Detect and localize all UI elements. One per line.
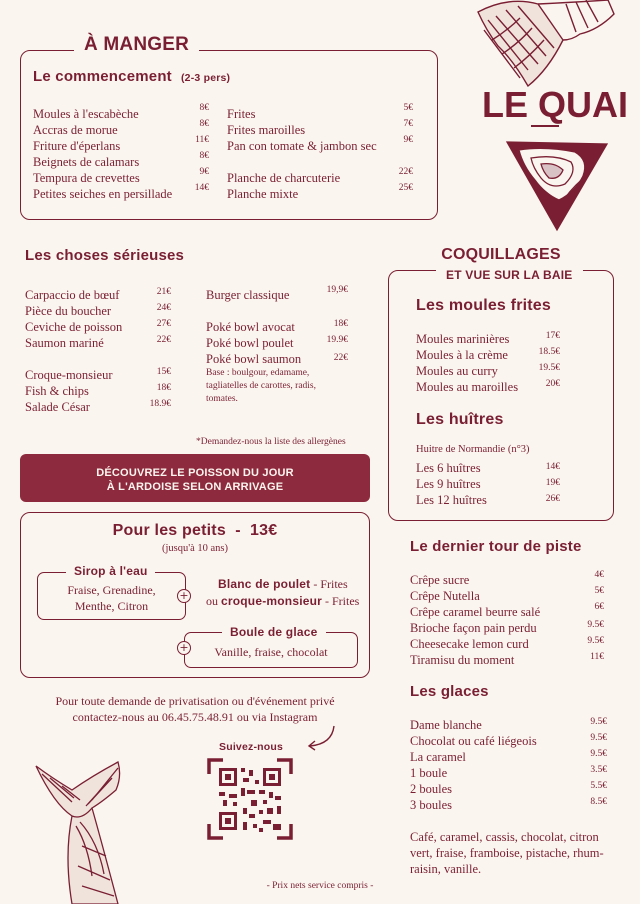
petits-age: (jusqu'à 10 ans)	[161, 543, 229, 554]
plat-a-side: - Frites	[310, 577, 348, 591]
list-item: La caramel 9.5€	[410, 749, 607, 764]
allergen-note: *Demandez-nous la liste des allergènes	[196, 437, 346, 447]
serieuses-title: Les choses sérieuses	[25, 247, 185, 264]
list-item: Moules au maroilles 20€	[416, 379, 560, 394]
plat-b: croque-monsieur	[221, 594, 323, 608]
commencement-title: Le commencement	[33, 68, 172, 85]
serieuses-col2a	[206, 284, 348, 300]
plat-b-side: - Frites	[322, 594, 360, 608]
glaces-title: Les glaces	[410, 683, 489, 700]
manger-col2b	[227, 167, 413, 199]
list-item: 3 boules 8.5€	[410, 797, 607, 812]
glace-title: Boule de glace	[222, 625, 326, 639]
manger-col2	[227, 103, 413, 151]
list-item: Dame blanche 9.5€	[410, 717, 607, 732]
glaces-flavors	[410, 829, 604, 877]
plat-a: Blanc de poulet	[218, 577, 311, 591]
list-item: Petites seiches en persillade 14€	[33, 183, 209, 201]
coquillages-title: COQUILLAGES	[441, 246, 561, 263]
list-item: Tiramisu du moment 11€	[410, 652, 604, 667]
contact-line1: Pour toute demande de privatisation ou d'événement privé	[55, 694, 335, 708]
flavors-line2: vert, fraise, framboise, pistache, rhum-	[410, 846, 604, 860]
list-item: Friture d'éperlans 11€	[33, 135, 209, 153]
contact-line2: contactez-nous au 06.45.75.48.91 ou via Instagram	[72, 710, 318, 724]
plat-line1	[218, 577, 348, 592]
banner-line2: À L'ARDOISE SELON ARRIVAGE	[106, 481, 284, 493]
list-item: Planche de charcuterie 22€	[227, 167, 413, 185]
list-item: Carpaccio de bœuf 21€	[25, 287, 171, 302]
glace-flavors: Vanille, fraise, chocolat	[214, 645, 328, 659]
logo-underline	[531, 125, 559, 127]
list-item: Chocolat ou café liégeois 9.5€	[410, 733, 607, 748]
moules-list	[416, 328, 560, 392]
a-manger-title: À MANGER	[74, 34, 199, 56]
commencement-heading	[33, 66, 230, 85]
plus-icon: +	[177, 589, 191, 603]
list-item: Crêpe caramel beurre salé 6€	[410, 602, 604, 619]
desserts-title: Le dernier tour de piste	[410, 538, 582, 555]
qr-code[interactable]	[207, 758, 293, 840]
list-item: Moules au curry 19.5€	[416, 363, 560, 378]
list-item: Frites 5€	[227, 103, 413, 121]
footer-note: - Prix nets service compris -	[266, 881, 374, 891]
list-item: Planche mixte 25€	[227, 183, 413, 201]
list-item: Cheesecake lemon curd 9.5€	[410, 636, 604, 651]
list-item: Accras de morue 8€	[33, 119, 209, 137]
banner-line1: DÉCOUVREZ LE POISSON DU JOUR	[96, 467, 294, 479]
list-item: Brioche façon pain perdu 9.5€	[410, 620, 604, 635]
petits-title: Pour les petits - 13€	[112, 522, 278, 539]
manger-col1	[33, 103, 209, 199]
list-item: Pièce du boucher 24€	[25, 303, 171, 318]
plus-icon: +	[177, 641, 191, 655]
fish-illustration	[32, 756, 162, 904]
poke-base-note: Base : boulgour, edamame, tagliatelles de carottes, radis, tomates.	[206, 368, 316, 404]
serieuses-col2b	[206, 316, 348, 364]
serieuses-col1b	[25, 364, 171, 412]
list-item: Moules marinières 17€	[416, 331, 560, 346]
oyster-illustration	[505, 140, 610, 232]
flavors-line1: Café, caramel, cassis, chocolat, citron	[410, 830, 599, 844]
fish-tail-illustration	[468, 0, 618, 88]
list-item: Moules à la crème 18.5€	[416, 347, 560, 362]
list-item: Fish & chips 18€	[25, 383, 171, 398]
serieuses-col1a	[25, 284, 171, 348]
plat-or: ou	[206, 594, 221, 608]
list-item: Moules à l'escabèche 8€	[33, 103, 209, 121]
follow-label: Suivez-nous	[219, 741, 284, 753]
sirop-title: Sirop à l'eau	[66, 564, 155, 578]
list-item: Pan con tomate & jambon sec 9€	[227, 135, 413, 153]
list-item: Ceviche de poisson 27€	[25, 319, 171, 334]
glaces-list	[410, 714, 607, 810]
plat-line2	[206, 594, 359, 609]
list-item: Les 9 huîtres 19€	[416, 477, 560, 491]
list-item: Croque-monsieur 15€	[25, 367, 171, 382]
list-item: Les 6 huîtres 14€	[416, 461, 560, 475]
list-item: Beignets de calamars 8€	[33, 151, 209, 169]
list-item: Burger classique 19,9€	[206, 285, 348, 302]
poisson-du-jour-banner	[20, 454, 370, 502]
list-item: Saumon mariné 22€	[25, 335, 171, 350]
list-item: Poké bowl saumon 22€	[206, 352, 348, 366]
curved-arrow-icon	[300, 722, 340, 752]
sirop-line1: Fraise, Grenadine,	[67, 583, 156, 597]
list-item: Poké bowl poulet 19.9€	[206, 335, 348, 350]
list-item: Salade César 18.9€	[25, 399, 171, 414]
list-item: Poké bowl avocat 18€	[206, 319, 348, 334]
list-item: Frites maroilles 7€	[227, 119, 413, 137]
coquillages-subtitle: ET VUE SUR LA BAIE	[436, 268, 583, 282]
list-item: 1 boule 3.5€	[410, 765, 607, 780]
list-item: 2 boules 5.5€	[410, 781, 607, 796]
commencement-note: (2-3 pers)	[180, 72, 231, 84]
list-item: Tempura de crevettes 9€	[33, 167, 209, 185]
desserts-list	[410, 569, 604, 665]
sirop-line2: Menthe, Citron	[74, 599, 149, 613]
list-item: Crêpe Nutella 5€	[410, 586, 604, 603]
huitres-title: Les huîtres	[416, 411, 504, 428]
list-item: Crêpe sucre 4€	[410, 570, 604, 587]
list-item: Les 12 huîtres 26€	[416, 493, 560, 507]
huitres-origin: Huitre de Normandie (n°3)	[416, 444, 530, 455]
moules-title: Les moules frites	[416, 297, 552, 314]
brand-logo: LE QUAI	[482, 84, 629, 125]
flavors-line3: raisin, vanille.	[410, 862, 482, 876]
huitres-list	[416, 457, 560, 505]
